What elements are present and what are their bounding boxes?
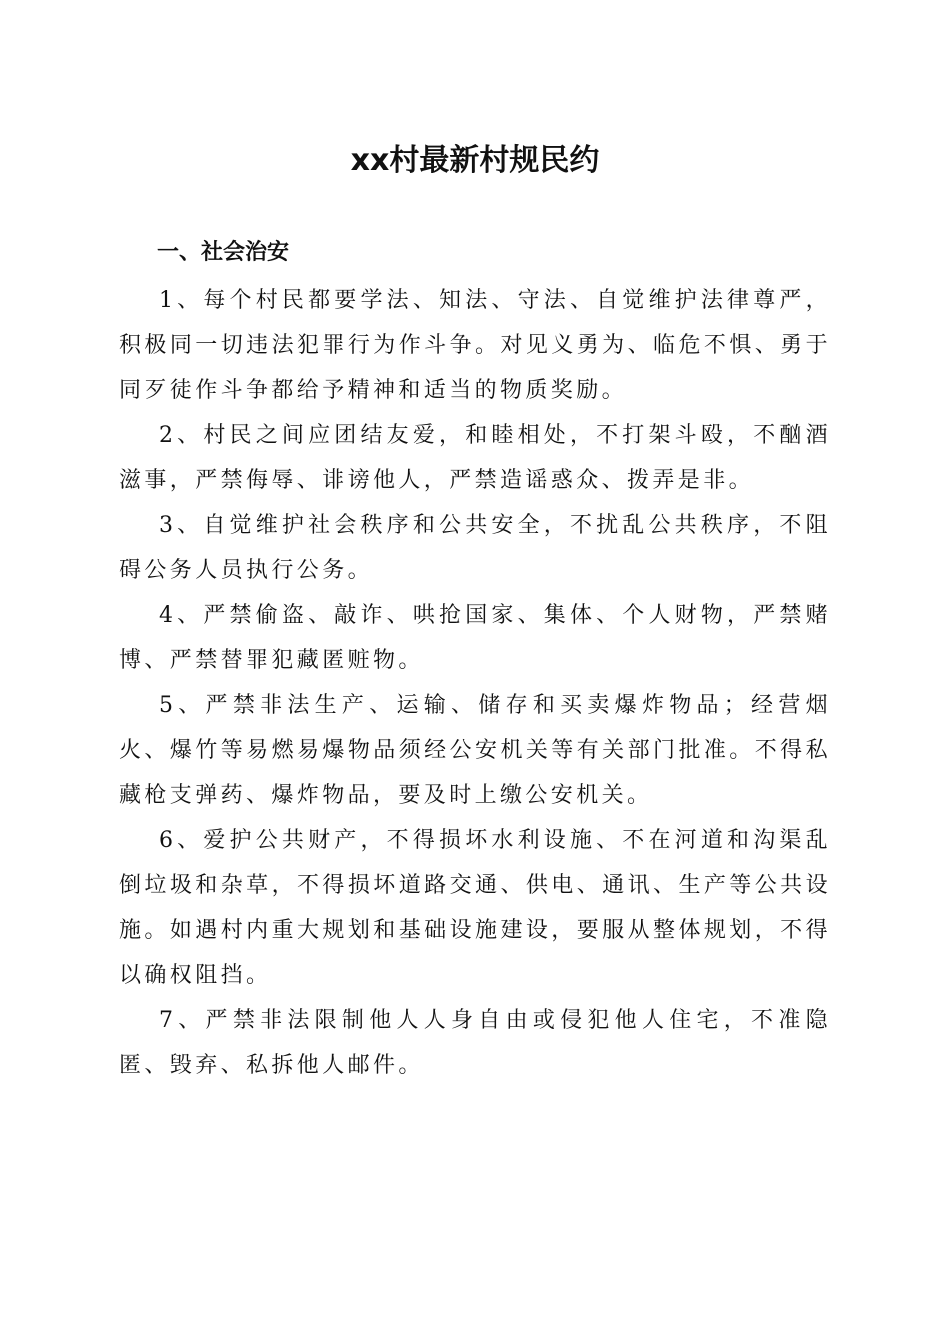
clause-3: 3、自觉维护社会秩序和公共安全，不扰乱公共秩序，不阻碍公务人员执行公务。 [119,513,831,583]
clause-6: 6、爱护公共财产，不得损坏水利设施、不在河道和沟渠乱倒垃圾和杂草，不得损坏道路交通、供电、通讯、生产等公共设施。如遇村内重大规划和基础设施建设，要服从整体规划，不得以确权阻挡。 [119,828,831,988]
document-body [119,233,831,1088]
clause-2: 2、村民之间应团结友爱，和睦相处，不打架斗殴，不酗酒滋事，严禁侮辱、诽谤他人，严禁造谣惑众、拨弄是非。 [119,423,831,493]
clause-5: 5、严禁非法生产、运输、储存和买卖爆炸物品；经营烟火、爆竹等易燃易爆物品须经公安机关等有关部门批准。不得私藏枪支弹药、爆炸物品，要及时上缴公安机关。 [119,693,831,808]
clause-4: 4、严禁偷盗、敲诈、哄抢国家、集体、个人财物，严禁赌博、严禁替罪犯藏匿赃物。 [119,603,831,673]
document-title: xx村最新村规民约 [350,143,600,178]
clause-1: 1、每个村民都要学法、知法、守法、自觉维护法律尊严，积极同一切违法犯罪行为作斗争。对见义勇为、临危不惧、勇于同歹徒作斗争都给予精神和适当的物质奖励。 [119,288,831,403]
section-heading: 一、社会治安 [157,240,290,265]
clause-7: 7、严禁非法限制他人人身自由或侵犯他人住宅，不准隐匿、毁弃、私拆他人邮件。 [119,1008,831,1078]
